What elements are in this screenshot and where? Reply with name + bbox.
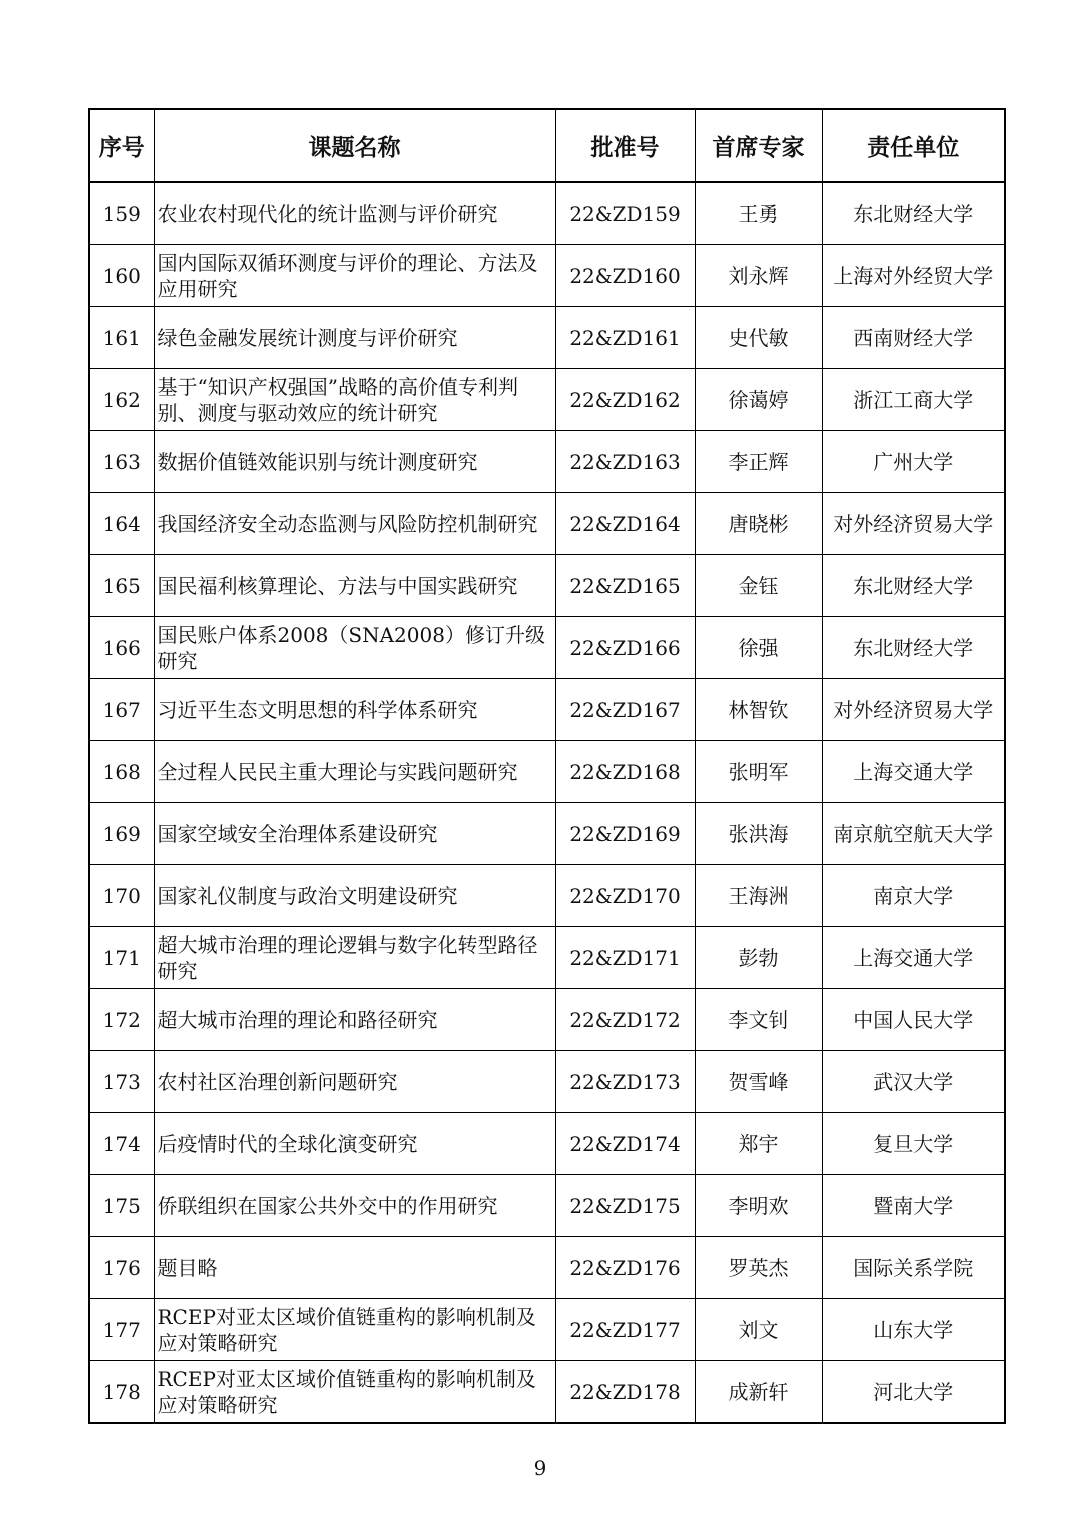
cell-approval-no: 22&ZD175 <box>555 1175 695 1237</box>
cell-approval-no: 22&ZD162 <box>555 369 695 431</box>
cell-seq: 166 <box>89 617 154 679</box>
cell-chief-expert: 李正辉 <box>695 431 822 493</box>
cell-approval-no: 22&ZD172 <box>555 989 695 1051</box>
cell-title: 农业农村现代化的统计监测与评价研究 <box>154 182 555 245</box>
cell-approval-no: 22&ZD171 <box>555 927 695 989</box>
cell-seq: 178 <box>89 1361 154 1424</box>
cell-seq: 159 <box>89 182 154 245</box>
table-row <box>89 1299 1005 1361</box>
cell-seq: 172 <box>89 989 154 1051</box>
cell-title: 全过程人民民主重大理论与实践问题研究 <box>154 741 555 803</box>
cell-title: 国家礼仪制度与政治文明建设研究 <box>154 865 555 927</box>
cell-responsible-unit: 对外经济贸易大学 <box>822 493 1005 555</box>
cell-seq: 169 <box>89 803 154 865</box>
cell-seq: 163 <box>89 431 154 493</box>
cell-approval-no: 22&ZD163 <box>555 431 695 493</box>
cell-responsible-unit: 上海交通大学 <box>822 741 1005 803</box>
table-row <box>89 1175 1005 1237</box>
cell-title: 绿色金融发展统计测度与评价研究 <box>154 307 555 369</box>
cell-seq: 177 <box>89 1299 154 1361</box>
cell-chief-expert: 刘文 <box>695 1299 822 1361</box>
cell-chief-expert: 彭勃 <box>695 927 822 989</box>
table-row <box>89 1113 1005 1175</box>
cell-title: 国内国际双循环测度与评价的理论、方法及应用研究 <box>154 245 555 307</box>
cell-chief-expert: 王海洲 <box>695 865 822 927</box>
cell-responsible-unit: 浙江工商大学 <box>822 369 1005 431</box>
cell-responsible-unit: 南京航空航天大学 <box>822 803 1005 865</box>
cell-title: 题目略 <box>154 1237 555 1299</box>
cell-chief-expert: 刘永辉 <box>695 245 822 307</box>
cell-chief-expert: 郑宇 <box>695 1113 822 1175</box>
cell-responsible-unit: 上海对外经贸大学 <box>822 245 1005 307</box>
cell-seq: 164 <box>89 493 154 555</box>
cell-title: 基于“知识产权强国”战略的高价值专利判别、测度与驱动效应的统计研究 <box>154 369 555 431</box>
cell-approval-no: 22&ZD160 <box>555 245 695 307</box>
table-header <box>89 109 1005 182</box>
header-chief-expert: 首席专家 <box>695 109 822 182</box>
cell-chief-expert: 徐蔼婷 <box>695 369 822 431</box>
cell-responsible-unit: 东北财经大学 <box>822 555 1005 617</box>
header-title: 课题名称 <box>154 109 555 182</box>
table-row <box>89 927 1005 989</box>
header-approval-no: 批准号 <box>555 109 695 182</box>
cell-approval-no: 22&ZD165 <box>555 555 695 617</box>
cell-responsible-unit: 暨南大学 <box>822 1175 1005 1237</box>
cell-title: 后疫情时代的全球化演变研究 <box>154 1113 555 1175</box>
cell-seq: 162 <box>89 369 154 431</box>
cell-approval-no: 22&ZD176 <box>555 1237 695 1299</box>
cell-seq: 176 <box>89 1237 154 1299</box>
cell-title: 习近平生态文明思想的科学体系研究 <box>154 679 555 741</box>
table-row <box>89 245 1005 307</box>
table-body <box>89 182 1005 1423</box>
cell-chief-expert: 张洪海 <box>695 803 822 865</box>
cell-chief-expert: 李文钊 <box>695 989 822 1051</box>
cell-responsible-unit: 南京大学 <box>822 865 1005 927</box>
cell-title: 数据价值链效能识别与统计测度研究 <box>154 431 555 493</box>
cell-chief-expert: 张明军 <box>695 741 822 803</box>
cell-chief-expert: 史代敏 <box>695 307 822 369</box>
cell-seq: 170 <box>89 865 154 927</box>
cell-responsible-unit: 对外经济贸易大学 <box>822 679 1005 741</box>
cell-seq: 171 <box>89 927 154 989</box>
cell-seq: 174 <box>89 1113 154 1175</box>
header-responsible-unit: 责任单位 <box>822 109 1005 182</box>
cell-title: 侨联组织在国家公共外交中的作用研究 <box>154 1175 555 1237</box>
table-row <box>89 1361 1005 1424</box>
cell-title: 我国经济安全动态监测与风险防控机制研究 <box>154 493 555 555</box>
cell-approval-no: 22&ZD170 <box>555 865 695 927</box>
cell-title: 国民账户体系2008（SNA2008）修订升级研究 <box>154 617 555 679</box>
cell-title: RCEP对亚太区域价值链重构的影响机制及应对策略研究 <box>154 1361 555 1424</box>
cell-responsible-unit: 武汉大学 <box>822 1051 1005 1113</box>
cell-responsible-unit: 河北大学 <box>822 1361 1005 1424</box>
cell-seq: 165 <box>89 555 154 617</box>
cell-title: 国家空域安全治理体系建设研究 <box>154 803 555 865</box>
cell-approval-no: 22&ZD177 <box>555 1299 695 1361</box>
cell-approval-no: 22&ZD161 <box>555 307 695 369</box>
header-seq: 序号 <box>89 109 154 182</box>
table-row <box>89 741 1005 803</box>
projects-table <box>88 108 1006 1424</box>
table-row <box>89 1237 1005 1299</box>
cell-responsible-unit: 中国人民大学 <box>822 989 1005 1051</box>
cell-approval-no: 22&ZD173 <box>555 1051 695 1113</box>
cell-seq: 167 <box>89 679 154 741</box>
table-row <box>89 493 1005 555</box>
cell-chief-expert: 贺雪峰 <box>695 1051 822 1113</box>
cell-approval-no: 22&ZD174 <box>555 1113 695 1175</box>
cell-chief-expert: 罗英杰 <box>695 1237 822 1299</box>
cell-approval-no: 22&ZD164 <box>555 493 695 555</box>
cell-responsible-unit: 国际关系学院 <box>822 1237 1005 1299</box>
table-row <box>89 1051 1005 1113</box>
cell-chief-expert: 成新轩 <box>695 1361 822 1424</box>
cell-seq: 160 <box>89 245 154 307</box>
table-row <box>89 989 1005 1051</box>
table-row <box>89 865 1005 927</box>
cell-title: 国民福利核算理论、方法与中国实践研究 <box>154 555 555 617</box>
cell-title: RCEP对亚太区域价值链重构的影响机制及应对策略研究 <box>154 1299 555 1361</box>
table-row <box>89 182 1005 245</box>
table-row <box>89 369 1005 431</box>
cell-seq: 168 <box>89 741 154 803</box>
cell-approval-no: 22&ZD169 <box>555 803 695 865</box>
table-row <box>89 307 1005 369</box>
table-row <box>89 555 1005 617</box>
cell-approval-no: 22&ZD166 <box>555 617 695 679</box>
cell-approval-no: 22&ZD168 <box>555 741 695 803</box>
cell-responsible-unit: 广州大学 <box>822 431 1005 493</box>
cell-responsible-unit: 上海交通大学 <box>822 927 1005 989</box>
cell-responsible-unit: 复旦大学 <box>822 1113 1005 1175</box>
cell-chief-expert: 唐晓彬 <box>695 493 822 555</box>
page-number: 9 <box>533 1456 547 1480</box>
cell-seq: 175 <box>89 1175 154 1237</box>
cell-chief-expert: 徐强 <box>695 617 822 679</box>
table-row <box>89 431 1005 493</box>
cell-title: 农村社区治理创新问题研究 <box>154 1051 555 1113</box>
cell-title: 超大城市治理的理论和路径研究 <box>154 989 555 1051</box>
table-row <box>89 679 1005 741</box>
cell-responsible-unit: 东北财经大学 <box>822 617 1005 679</box>
table-row <box>89 803 1005 865</box>
cell-chief-expert: 林智钦 <box>695 679 822 741</box>
cell-chief-expert: 金钰 <box>695 555 822 617</box>
cell-seq: 161 <box>89 307 154 369</box>
table-row <box>89 617 1005 679</box>
cell-responsible-unit: 东北财经大学 <box>822 182 1005 245</box>
cell-approval-no: 22&ZD159 <box>555 182 695 245</box>
cell-approval-no: 22&ZD178 <box>555 1361 695 1424</box>
cell-seq: 173 <box>89 1051 154 1113</box>
cell-title: 超大城市治理的理论逻辑与数字化转型路径研究 <box>154 927 555 989</box>
header-row <box>89 109 1005 182</box>
cell-chief-expert: 王勇 <box>695 182 822 245</box>
cell-approval-no: 22&ZD167 <box>555 679 695 741</box>
cell-responsible-unit: 山东大学 <box>822 1299 1005 1361</box>
cell-chief-expert: 李明欢 <box>695 1175 822 1237</box>
cell-responsible-unit: 西南财经大学 <box>822 307 1005 369</box>
